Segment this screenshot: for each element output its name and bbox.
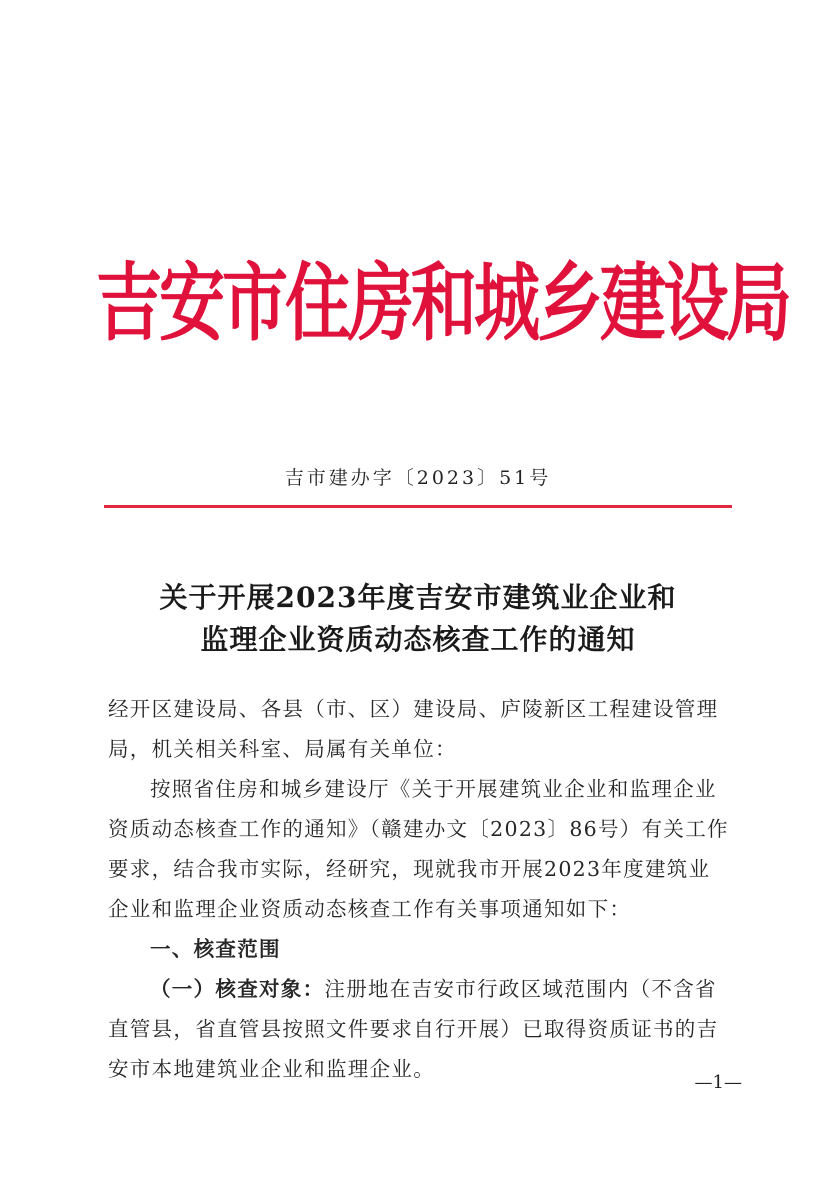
recipients-line-1: 经开区建设局、各县（市、区）建设局、庐陵新区工程建设管理	[108, 697, 719, 721]
red-divider-line	[104, 505, 732, 508]
document-number: 吉市建办字〔2023〕51号	[284, 467, 552, 489]
document-body	[108, 689, 738, 1089]
recipients-line-2: 局，机关相关科室、局属有关单位：	[108, 737, 457, 761]
item-1-line-2: 直管县，省直管县按照文件要求自行开展）已取得资质证书的吉	[108, 1017, 719, 1041]
paragraph-1-line-3: 要求，结合我市实际，经研究，现就我市开展2023年度建筑业	[108, 857, 711, 881]
item-1-line-1	[108, 969, 738, 1009]
document-title-line-1: 关于开展2023年度吉安市建筑业企业和	[159, 581, 677, 614]
section-1-heading: 一、核查范围	[150, 937, 281, 961]
document-title-line-2: 监理企业资质动态核查工作的通知	[200, 623, 636, 656]
item-1-line-1-text: 注册地在吉安市行政区域范围内（不含省	[324, 977, 717, 1001]
page-number: —1—	[694, 1072, 742, 1093]
paragraph-1-line-1: 按照省住房和城乡建设厅《关于开展建筑业企业和监理企业	[150, 777, 717, 801]
paragraph-1-line-2: 资质动态核查工作的通知》（赣建办文〔2023〕86号）有关工作	[108, 817, 729, 841]
item-1-label: （一）核查对象：	[150, 977, 325, 1001]
item-1-line-3: 安市本地建筑业企业和监理企业。	[108, 1057, 435, 1081]
paragraph-1-line-4: 企业和监理企业资质动态核查工作有关事项通知如下：	[108, 897, 632, 921]
issuing-authority-header: 吉安市住房和城乡建设局	[96, 253, 789, 353]
